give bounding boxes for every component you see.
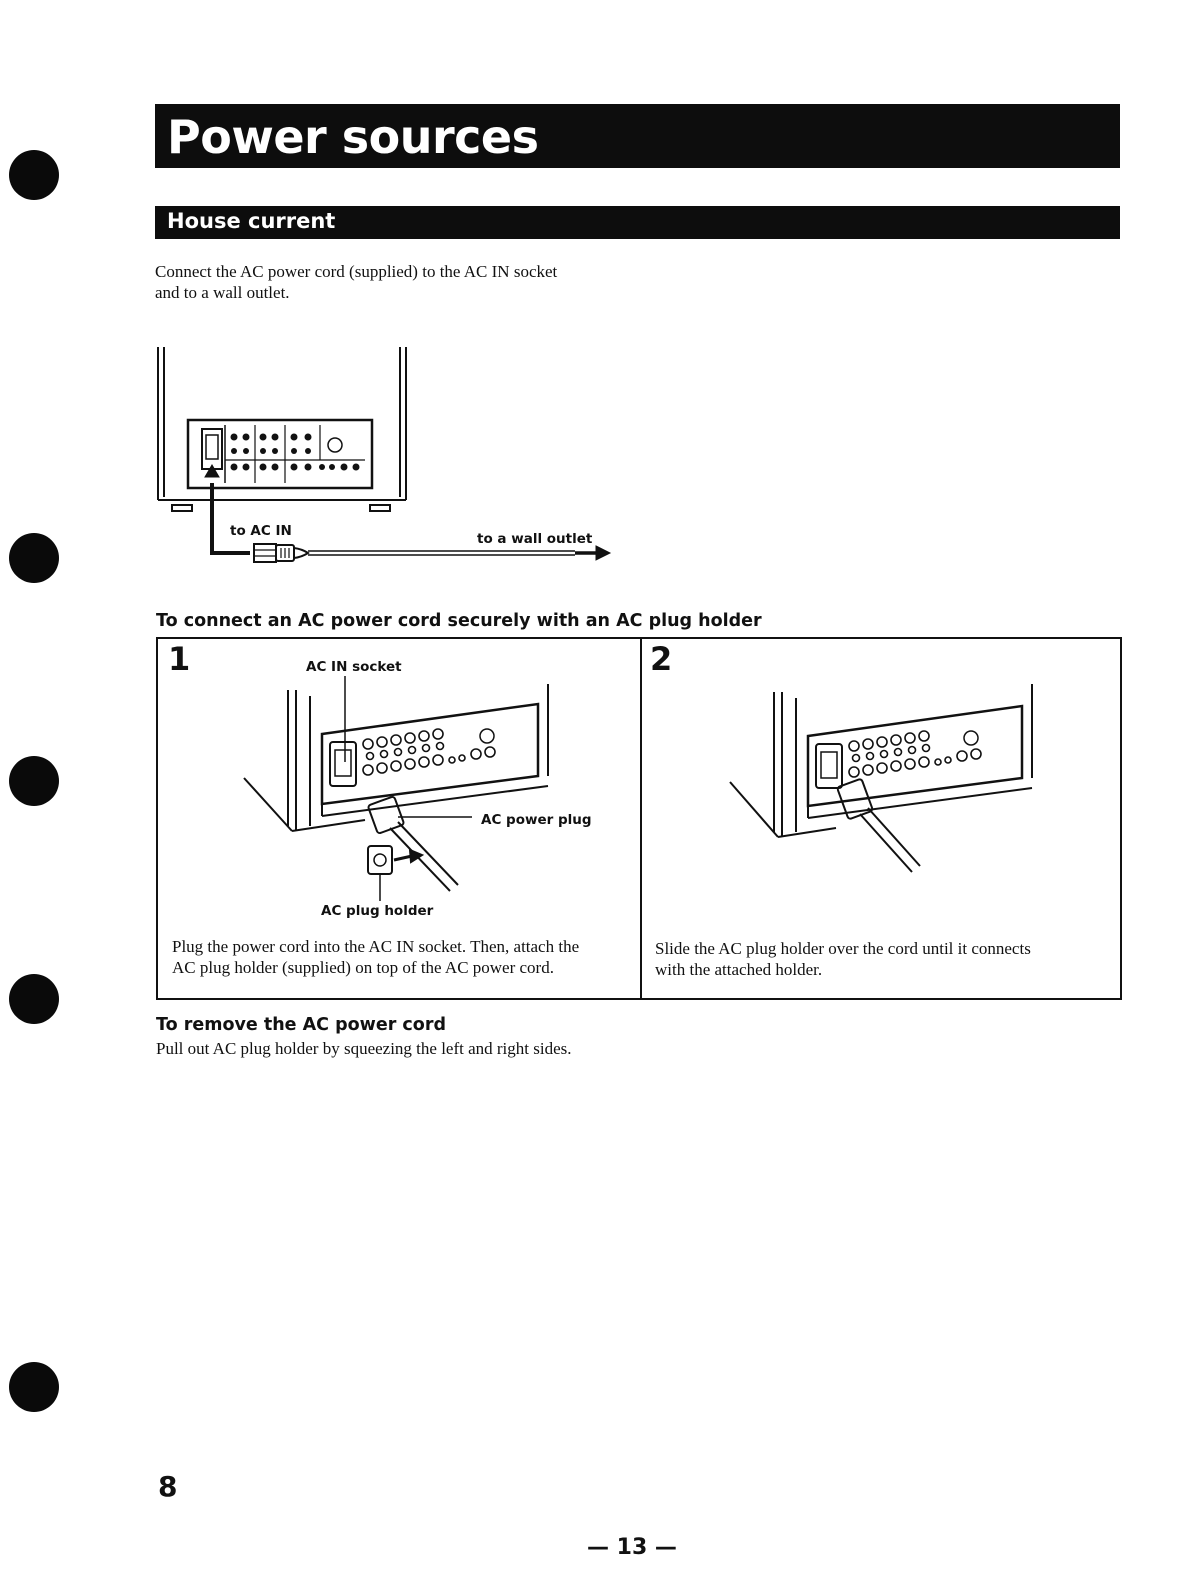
step-1-text [172, 936, 632, 978]
label-ac-power-plug: AC power plug [481, 812, 592, 828]
step-2-line-2: with the attached holder. [655, 960, 823, 979]
page-title-bar [155, 104, 1120, 168]
step-2-number: 2 [650, 640, 673, 678]
step-1-line-2: AC plug holder (supplied) on top of the AC power cord. [172, 958, 554, 977]
label-ac-plug-holder: AC plug holder [321, 903, 434, 919]
page-number: 8 [158, 1470, 178, 1503]
step-2-line-1: Slide the AC plug holder over the cord until it connects [655, 939, 1031, 958]
section-title: House current [167, 209, 336, 233]
label-to-wall-outlet: to a wall outlet [477, 531, 593, 547]
intro-line-2: and to a wall outlet. [155, 283, 290, 302]
step-1-number: 1 [168, 640, 191, 678]
page-title: Power sources [167, 110, 539, 164]
step-2-text [655, 938, 1110, 980]
intro-line-1: Connect the AC power cord (supplied) to the AC IN socket [155, 262, 558, 281]
binder-hole [9, 150, 59, 200]
steps-divider [640, 639, 642, 998]
label-to-ac-in: to AC IN [230, 523, 292, 539]
section-title-bar [155, 206, 1120, 239]
intro-text [155, 261, 675, 303]
binder-hole [9, 756, 59, 806]
binder-hole [9, 1362, 59, 1412]
binder-hole [9, 533, 59, 583]
binder-hole [9, 974, 59, 1024]
subheading-plug-holder: To connect an AC power cord securely with an AC plug holder [156, 611, 762, 631]
step-1-illustration [240, 676, 600, 901]
footer-page-number: — 13 — [587, 1535, 677, 1560]
remove-text: Pull out AC plug holder by squeezing the left and right sides. [156, 1039, 572, 1058]
remove-heading: To remove the AC power cord [156, 1015, 446, 1035]
step-2-illustration [726, 682, 1046, 877]
step-1-line-1: Plug the power cord into the AC IN socket. Then, attach the [172, 937, 580, 956]
label-ac-in-socket: AC IN socket [306, 659, 402, 675]
